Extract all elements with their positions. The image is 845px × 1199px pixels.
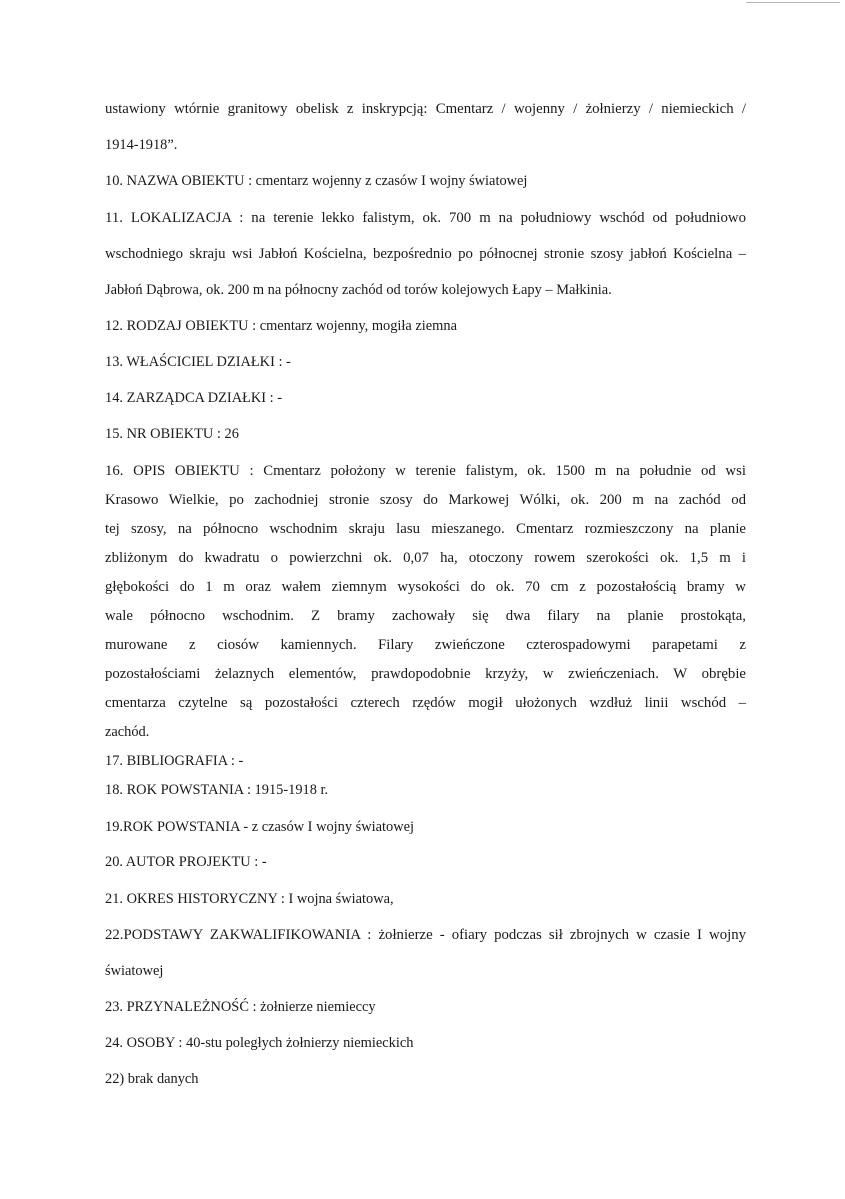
text-line: 20. AUTOR PROJEKTU : - bbox=[105, 854, 267, 870]
text-line: tej szosy, na północno wschodnim skraju lasu mieszanego. Cmentarz rozmieszczony na planie bbox=[105, 521, 746, 537]
text-line: 16. OPIS OBIEKTU : Cmentarz położony w terenie falistym, ok. 1500 m na południe od wsi bbox=[105, 463, 746, 479]
text-line: 12. RODZAJ OBIEKTU : cmentarz wojenny, mogiła ziemna bbox=[105, 318, 457, 334]
text-line: zbliżonym do kwadratu o powierzchni ok. 0,07 ha, otoczony rowem szerokości ok. 1,5 m i bbox=[105, 550, 746, 566]
top-edge-rule bbox=[746, 2, 840, 3]
text-line: 17. BIBLIOGRAFIA : - bbox=[105, 753, 244, 769]
text-line: 22.PODSTAWY ZAKWALIFIKOWANIA : żołnierze - ofiary podczas sił zbrojnych w czasie I wojny bbox=[105, 927, 746, 943]
text-line: 24. OSOBY : 40-stu poległych żołnierzy niemieckich bbox=[105, 1035, 414, 1051]
text-line: wschodniego skraju wsi Jabłoń Kościelna, bezpośrednio po północnej stronie szosy jabłoń Kościelna – bbox=[105, 246, 746, 262]
text-line: Jabłoń Dąbrowa, ok. 200 m na północny zachód od torów kolejowych Łapy – Małkinia. bbox=[105, 282, 612, 298]
text-line: zachód. bbox=[105, 724, 150, 740]
text-line: pozostałościami żelaznych elementów, prawdopodobnie krzyży, w zwieńczeniach. W obrębie bbox=[105, 666, 746, 682]
text-line: Krasowo Wielkie, po zachodniej stronie szosy do Markowej Wólki, ok. 200 m na zachód od bbox=[105, 492, 746, 508]
text-line: 21. OKRES HISTORYCZNY : I wojna światowa, bbox=[105, 891, 394, 907]
text-line: 22) brak danych bbox=[105, 1071, 199, 1087]
text-line: 1914-1918”. bbox=[105, 137, 178, 153]
text-line: 15. NR OBIEKTU : 26 bbox=[105, 426, 239, 442]
text-line: ustawiony wtórnie granitowy obelisk z inskrypcją: Cmentarz / wojenny / żołnierzy / niemieckich / bbox=[105, 101, 746, 117]
text-line: światowej bbox=[105, 963, 164, 979]
text-line: wale północno wschodnim. Z bramy zachowały się dwa filary na planie prostokąta, bbox=[105, 608, 746, 624]
text-line: murowane z ciosów kamiennych. Filary zwieńczone czterospadowymi parapetami z bbox=[105, 637, 746, 653]
text-line: cmentarza czytelne są pozostałości czterech rzędów mogił ułożonych wzdłuż linii wschód – bbox=[105, 695, 746, 711]
text-line: 19.ROK POWSTANIA - z czasów I wojny światowej bbox=[105, 819, 414, 835]
text-line: 14. ZARZĄDCA DZIAŁKI : - bbox=[105, 390, 283, 406]
text-line: 10. NAZWA OBIEKTU : cmentarz wojenny z czasów I wojny światowej bbox=[105, 173, 528, 189]
text-line: 18. ROK POWSTANIA : 1915-1918 r. bbox=[105, 782, 329, 798]
text-line: 13. WŁAŚCICIEL DZIAŁKI : - bbox=[105, 354, 291, 370]
text-line: głębokości do 1 m oraz wałem ziemnym wysokości do ok. 70 cm z pozostałością bramy w bbox=[105, 579, 746, 595]
text-line: 11. LOKALIZACJA : na terenie lekko falistym, ok. 700 m na południowy wschód od południowo bbox=[105, 210, 746, 226]
text-line: 23. PRZYNALEŻNOŚĆ : żołnierze niemieccy bbox=[105, 999, 376, 1015]
